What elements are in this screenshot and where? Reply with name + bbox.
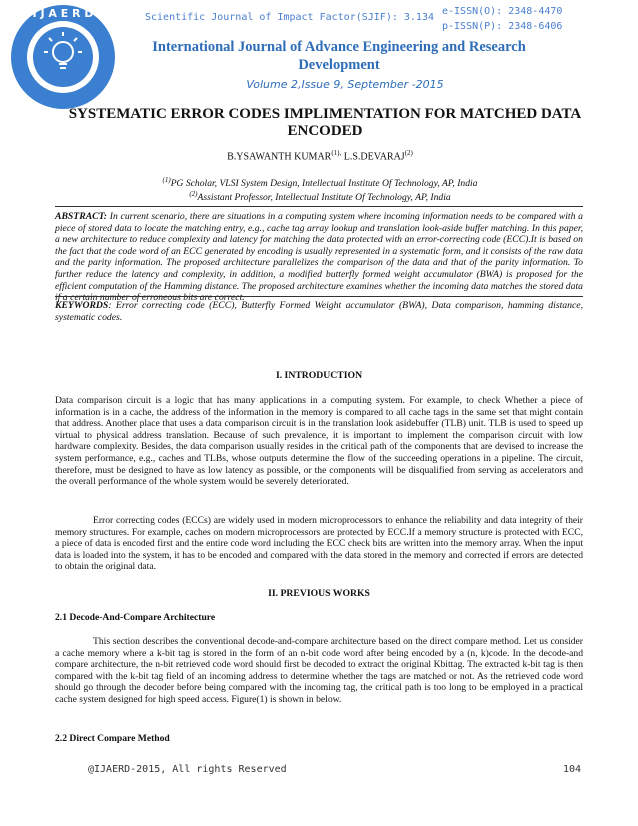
author-1-sup: (1), (331, 149, 342, 157)
author-2-sup: (2) (404, 149, 413, 157)
intro-paragraph-2: Error correcting codes (ECCs) are widely used in modern microprocessors to enhance the reliability and data integrity of their memory structures. For example, caches on modern microprocessors are protected by ECC.If a memory structure is protected with ECC, a piece of data is encoded first and the entire code word including the ECC check bits are written into the memory array. When the input data is loaded into the system, it has to be encoded and compared with the data stored in the memory and corrected if errors are detected to obtain the original data. (55, 515, 583, 573)
affiliation-2 (80, 189, 560, 203)
abstract-text: In current scenario, there are situations in a computing system where incoming information needs to be compared with a piece of stored data to locate the matching entry, e.g., cache tag array lookup and translation look-aside buffer matching. In this paper, a new architecture to reduce complexity and latency for matching the data protected with an error-correcting code (ECC).It is based on the fact that the code word of an ECC generated by encoding is usually represented in a systematic form, and it consists of the raw data and the parity information. The proposed architecture parallelizes the comparison of the data and that of the parity information. To further reduce the latency and complexity, in addition, a modified butterfly formed weight accumulator (BWA) is proposed for the efficient computation of the Hamming distance. The proposed architecture examines whether the incoming data matches the stored data if a certain number of erroneous bits are correct. (55, 211, 583, 304)
author-2: L.S.DEVARAJ (343, 151, 405, 163)
volume-issue: Volume 2,Issue 9, September -2015 (246, 78, 444, 91)
footer-copyright: @IJAERD-2015, All rights Reserved (88, 764, 287, 775)
logo-lettering: I J A E R D (32, 7, 94, 20)
journal-name-line1: International Journal of Advance Engineering and Research (152, 39, 526, 55)
author-line (150, 149, 490, 162)
affiliation-2-text: Assistant Professor, Intellectual Institute Of Technology, AP, India (197, 192, 451, 204)
journal-name-line2: Development (298, 57, 380, 73)
affiliation-1-sup: (1) (162, 176, 171, 184)
abstract-top-rule (55, 206, 583, 207)
page-number: 104 (563, 764, 582, 775)
paragraph-2-1: This section describes the conventional decode-and-compare architecture based on the direct compare method. Let us consider a cache memory where a k-bit tag is stored in the form of an n-bit code word after being encoded by a (n, k)code. In the decode-and compare architecture, the n-bit retrieved code word should first be decoded to extract the original Kbittag. The extracted k-bit tag is then compared with the k-bit tag field of an incoming address to determine whether the tags are matched or not. As the retrieved code word should go through the decoder before being compared with the incoming tag, the critical path is too long to be employed in a practical cache system designed for high speed access. Figure(1) is shown in below. (55, 636, 583, 705)
journal-name (125, 38, 553, 74)
subsection-heading-2-2: 2.2 Direct Compare Method (55, 733, 170, 744)
intro-paragraph-1: Data comparison circuit is a logic that has many applications in a computing system. For example, to check Whether a piece of information is in a cache, the address of the information in the memory is compared to all cache tags in the same set that might contain that address. Another place that uses a data comparison circuit is in the translation look asidebuffer (TLB) unit. TLB is used to speed up virtual to physical address translation. Because of such prevalence, it is important to implement the comparison circuit with low hardware complexity. Besides, the data comparison usually resides in the critical path of the components that are devised to increase the system performance, e.g., caches and TLBs, whose outputs determine the flow of the succeeding operations in a pipeline. The circuit, therefore, must be designed to have as low latency as possible, or the components will be disqualified from serving as accelerators and the overall performance of the whole system would be severely deteriorated. (55, 395, 583, 488)
abstract-bottom-rule (55, 296, 583, 297)
issn-block (442, 4, 562, 34)
section-heading-introduction: I. INTRODUCTION (275, 370, 363, 381)
journal-logo (8, 2, 118, 112)
keywords-text: : Error correcting code (ECC), Butterfly Formed Weight accumulator (BWA), Data comparison, hamming distance, systematic codes. (55, 300, 583, 323)
subsection-heading-2-1: 2.1 Decode-And-Compare Architecture (55, 612, 216, 623)
abstract-label: ABSTRACT: (55, 211, 108, 222)
section-heading-previous-works: II. PREVIOUS WORKS (268, 588, 370, 599)
abstract (55, 211, 583, 304)
affiliation-2-sup: (2) (189, 190, 198, 199)
keywords (55, 300, 583, 323)
eissn: e-ISSN(O): 2348-4470 (442, 6, 563, 17)
paper-title: SYSTEMATIC ERROR CODES IMPLIMENTATION FOR MATCHED DATA ENCODED (68, 106, 582, 139)
pissn: p-ISSN(P): 2348-6406 (442, 21, 563, 32)
keywords-label: KEYWORDS (55, 300, 109, 311)
affiliations (80, 175, 560, 203)
author-1: B.YSAWANTH KUMAR (227, 151, 332, 163)
affiliation-1 (80, 175, 560, 189)
impact-factor: Scientific Journal of Impact Factor(SJIF): 3.134 (145, 12, 434, 23)
affiliation-1-text: PG Scholar, VLSI System Design, Intellectual Institute Of Technology, AP, India (170, 178, 478, 190)
